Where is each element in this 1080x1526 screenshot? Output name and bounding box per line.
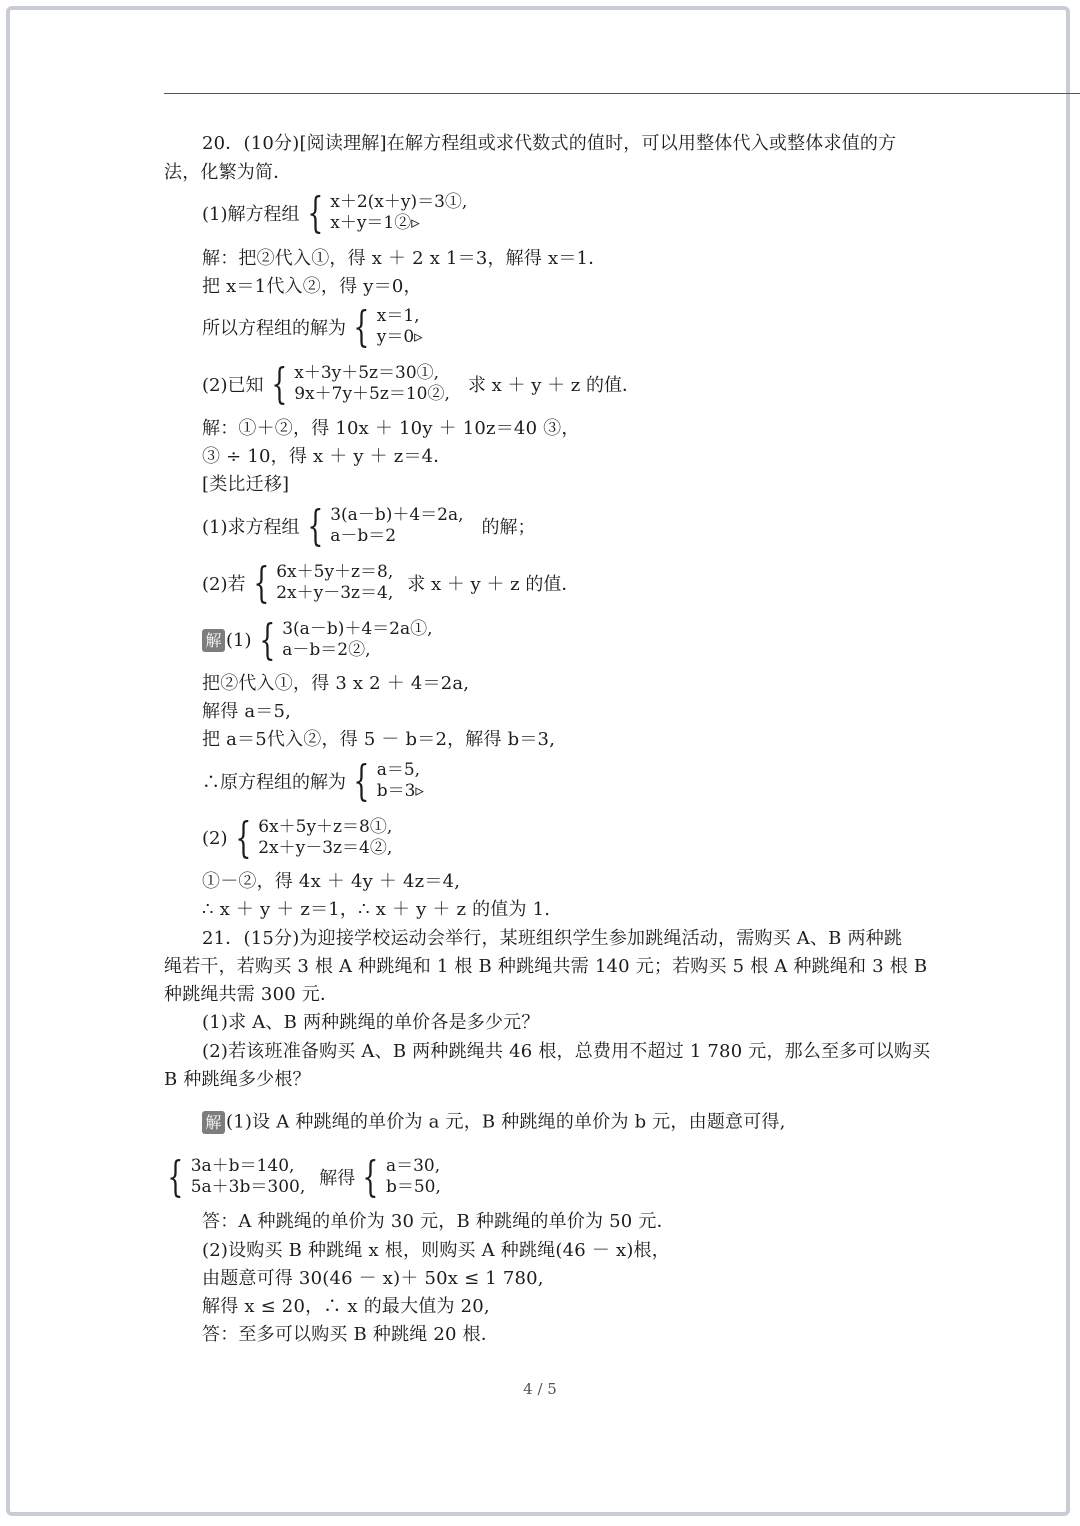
brace-symbol: { <box>362 1152 379 1201</box>
q21-solution-line: (2)设购买 B 种跳绳 x 根，则购买 A 种跳绳(46 － x)根， <box>202 1240 670 1261</box>
analogy-part2-label: (2)若 <box>202 574 246 595</box>
equation: a＝5, <box>376 760 421 780</box>
equation: x＝1, <box>376 306 420 326</box>
solution-label: ∴原方程组的解为 <box>202 772 346 793</box>
q21-solution-line <box>202 1111 786 1134</box>
equation: a＝30, <box>385 1156 441 1176</box>
q21-text-line: (1)求 A、B 两种跳绳的单价各是多少元？ <box>202 1012 540 1033</box>
analogy-part1-tail: 的解； <box>481 517 536 538</box>
equation: 3a＋b＝140, <box>190 1156 295 1176</box>
q21-solution-line: 答：A 种跳绳的单价为 30 元，B 种跳绳的单价为 50 元． <box>202 1211 675 1232</box>
analogy-solution-line: 把②代入①，得 3 x 2 ＋ 4＝2a, <box>202 673 470 694</box>
q20-intro-line1: 20．(10分)[阅读理解]在解方程组或求代数式的值时，可以用整体代入或整体求值的方 <box>202 133 897 154</box>
analogy-part1-system <box>202 503 536 549</box>
q20-part2-label: (2)已知 <box>202 375 264 396</box>
q20-solution-system <box>202 304 423 350</box>
q21-text-line: B 种跳绳多少根？ <box>164 1069 311 1090</box>
q20-part1-system <box>202 190 467 236</box>
brace-symbol: { <box>270 359 287 408</box>
brace-symbol: { <box>353 302 370 351</box>
brace-symbol: { <box>353 756 370 805</box>
q20-solution-line: 解：把②代入①，得 x ＋ 2 x 1＝3，解得 x＝1． <box>202 248 607 269</box>
analogy-solution-line: ∴ x ＋ y ＋ z＝1，∴ x ＋ y ＋ z 的值为 1. <box>202 899 551 920</box>
equation: 3(a－b)＋4＝2a, <box>330 505 464 525</box>
brace-symbol: { <box>252 558 269 607</box>
equation: 2x＋y－3z＝4, <box>276 583 394 603</box>
q20-intro-line2: 法，化繁为简． <box>164 162 292 183</box>
q21-solution-text: (1)设 A 种跳绳的单价为 a 元，B 种跳绳的单价为 b 元，由题意可得, <box>226 1111 786 1133</box>
solution-badge-icon: 解 <box>202 629 225 652</box>
equation: 6x＋5y＋z＝8, <box>276 562 394 582</box>
analogy-solution-result-system <box>202 758 424 804</box>
analogy-solution1-system <box>202 617 433 663</box>
equation: a－b＝2②, <box>282 640 371 660</box>
solution-label: 所以方程组的解为 <box>202 318 346 339</box>
analogy-part2-system <box>202 560 579 606</box>
q20-part2-system <box>202 361 640 407</box>
equation: b＝50, <box>385 1177 441 1197</box>
q21-text-line: 21．(15分)为迎接学校运动会举行，某班组织学生参加跳绳活动，需购买 A、B 两种跳 <box>202 928 903 949</box>
equation: 6x＋5y＋z＝8①, <box>258 817 393 837</box>
analogy-part1-label: (1)求方程组 <box>202 517 300 538</box>
q20-solution-line: 解：①＋②，得 10x ＋ 10y ＋ 10z＝40 ③， <box>202 418 580 439</box>
analogy-part2-tail: 求 x ＋ y ＋ z 的值． <box>407 574 580 595</box>
solution-badge-icon: 解 <box>202 1111 225 1134</box>
q21-text-line: (2)若该班准备购买 A、B 两种跳绳共 46 根，总费用不超过 1 780 元，那么至多可以购买 <box>202 1041 931 1062</box>
equation: x＋3y＋5z＝30①, <box>294 363 440 383</box>
q21-solution-line: 由题意可得 30(46 － x)＋ 50x ≤ 1 780, <box>202 1268 544 1289</box>
equation: b＝3▹ <box>376 781 424 801</box>
q21-solution-line: 答：至多可以购买 B 种跳绳 20 根． <box>202 1324 500 1345</box>
brace-symbol: { <box>258 615 275 664</box>
q20-part2-tail: 求 x ＋ y ＋ z 的值． <box>467 375 641 396</box>
q21-text-line: 种跳绳共需 300 元． <box>164 984 339 1005</box>
q21-text-line: 绳若干，若购买 3 根 A 种跳绳和 1 根 B 种跳绳共需 140 元；若购买 5 根 A 种跳绳和 3 根 B <box>164 956 928 977</box>
equation: x＋2(x＋y)＝3①, <box>330 192 468 212</box>
brace-symbol: { <box>234 813 251 862</box>
q20-solution-line: ③ ÷ 10，得 x ＋ y ＋ z＝4． <box>202 446 452 467</box>
brace-symbol: { <box>306 188 323 237</box>
equation: 5a＋3b＝300, <box>190 1177 306 1197</box>
solution-part-label: (1) <box>226 629 252 651</box>
page-number: 4 / 5 <box>523 1380 557 1398</box>
analogy-solution-line: 把 a＝5代入②，得 5 － b＝2，解得 b＝3, <box>202 729 556 750</box>
q21-solution-system <box>160 1154 441 1200</box>
equation: y＝0▹ <box>376 327 423 347</box>
q20-solution-line: 把 x＝1代入②，得 y＝0， <box>202 276 422 297</box>
q20-part1-label: (1)解方程组 <box>202 204 300 225</box>
solution-part-label: (2) <box>202 827 228 849</box>
analogy-solution-line: 解得 a＝5, <box>202 701 292 722</box>
brace-symbol: { <box>167 1152 184 1201</box>
analogy-heading: [类比迁移] <box>202 474 290 495</box>
brace-symbol: { <box>306 501 323 550</box>
equation: x＋y＝1②▹ <box>330 213 420 233</box>
analogy-solution2-system <box>202 815 392 861</box>
equation: a－b＝2 <box>330 526 397 546</box>
equation: 2x＋y－3z＝4②, <box>258 838 393 858</box>
equation: 9x＋7y＋5z＝10②, <box>294 384 450 404</box>
solve-word: 解得 <box>319 1168 356 1189</box>
q21-solution-line: 解得 x ≤ 20，∴ x 的最大值为 20, <box>202 1296 490 1317</box>
analogy-solution-line: ①－②，得 4x ＋ 4y ＋ 4z＝4, <box>202 871 461 892</box>
equation: 3(a－b)＋4＝2a①, <box>282 619 433 639</box>
